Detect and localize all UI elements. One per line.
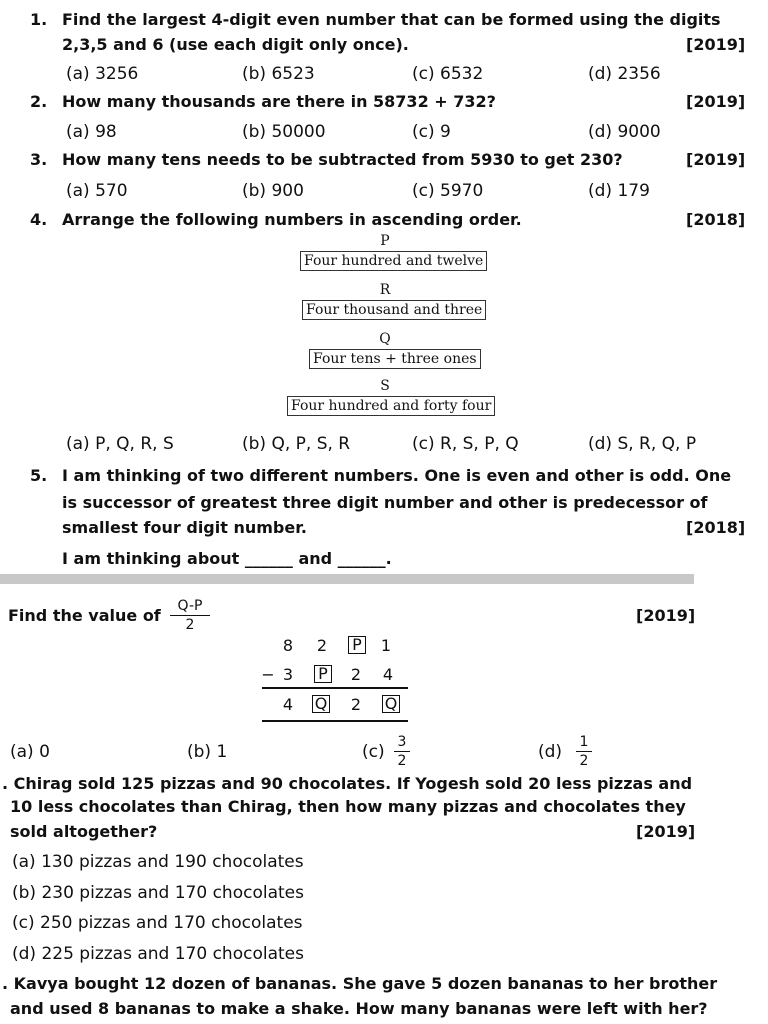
option: (c) 9 [412,122,451,142]
option: (c) 6532 [412,64,484,84]
question-text: 2,3,5 and 6 (use each digit only once). [62,35,409,54]
box-label: Q [379,331,391,347]
number-box: Four hundred and forty four [287,396,495,416]
question-text: is successor of greatest three digit number and other is predecessor of [62,493,708,512]
question-number: 5. [30,466,48,485]
option: (d) 225 pizzas and 170 chocolates [12,944,304,964]
digit: 8 [282,636,294,655]
question-text: . Chirag sold 125 pizzas and 90 chocolates. If Yogesh sold 20 less pizzas and [2,774,693,793]
option: (c) [362,742,385,762]
question-text: 10 less chocolates than Chirag, then how many pizzas and chocolates they [10,797,686,816]
question-number: 3. [30,150,48,169]
question-text: sold altogether? [10,822,158,841]
fraction-bar [394,751,410,752]
number-box: Four tens + three ones [309,349,481,369]
digit: 4 [382,665,394,684]
option: (a) 3256 [66,64,139,84]
fraction [576,734,592,769]
option: (a) 130 pizzas and 190 chocolates [12,852,304,872]
option: (d) 2356 [588,64,661,84]
option: (a) 570 [66,181,128,201]
fraction-denominator: 2 [185,617,195,633]
option: (d) 9000 [588,122,661,142]
fraction-denominator: 2 [397,753,407,769]
digit: 4 [282,695,294,714]
option: (a) 98 [66,122,117,142]
question-number: 1. [30,10,48,29]
option: (c) 5970 [412,181,484,201]
digit: 2 [350,695,362,714]
year-tag: [2019] [686,35,746,54]
option: (b) 900 [242,181,304,201]
unknown-digit-box: Q [312,695,330,713]
year-tag: [2018] [686,518,746,537]
fraction-denominator: 2 [579,753,589,769]
option: (a) 0 [10,742,50,762]
year-tag: [2019] [686,150,746,169]
section-divider [0,574,694,584]
option: (b) 230 pizzas and 170 chocolates [12,883,304,903]
unknown-digit-box: P [314,665,332,683]
number-box: Four hundred and twelve [300,251,487,271]
option: (c) 250 pizzas and 170 chocolates [12,913,303,933]
digit: 1 [380,636,392,655]
question-text: and used 8 bananas to make a shake. How many bananas were left with her? [10,999,708,1018]
question-text: . Kavya bought 12 dozen of bananas. She gave 5 dozen bananas to her brother [2,974,718,993]
minus-sign: − [261,665,275,684]
question-text: Find the value of [8,606,161,625]
year-tag: [2018] [686,210,746,229]
fraction-bar [576,751,592,752]
unknown-digit-box: Q [382,695,400,713]
unknown-digit-box: P [348,636,366,654]
box-label: R [379,282,391,298]
fraction-numerator: 1 [579,734,589,750]
fraction-bar [170,615,210,616]
question-text: Arrange the following numbers in ascending order. [62,210,522,229]
option: (d) 179 [588,181,650,201]
option: (c) R, S, P, Q [412,434,519,454]
result-rule [262,720,408,722]
question-text: How many tens needs to be subtracted from 5930 to get 230? [62,150,623,169]
sum-rule [262,687,408,689]
fraction-numerator: Q-P [177,598,203,614]
digit: 3 [282,665,294,684]
digit: 2 [350,665,362,684]
digit: 2 [316,636,328,655]
option: (d) S, R, Q, P [588,434,697,454]
question-number: 4. [30,210,48,229]
option: (b) Q, P, S, R [242,434,351,454]
year-tag: [2019] [636,822,696,841]
option: (b) 50000 [242,122,326,142]
option: (b) 1 [187,742,228,762]
box-label: P [380,233,390,249]
question-number: 2. [30,92,48,111]
option: (a) P, Q, R, S [66,434,174,454]
question-text: smallest four digit number. [62,518,307,537]
question-text: I am thinking of two different numbers. One is even and other is odd. One [62,466,732,485]
box-label: S [380,378,390,394]
question-text: How many thousands are there in 58732 + 732? [62,92,496,111]
option: (b) 6523 [242,64,315,84]
fraction-numerator: 3 [397,734,407,750]
answer-blank-line: I am thinking about ______ and ______. [62,549,392,568]
fraction [394,734,410,769]
option: (d) [538,742,563,762]
year-tag: [2019] [686,92,746,111]
number-box: Four thousand and three [302,300,486,320]
question-text: Find the largest 4-digit even number that can be formed using the digits [62,10,721,29]
year-tag: [2019] [636,606,696,625]
fraction [170,598,210,633]
